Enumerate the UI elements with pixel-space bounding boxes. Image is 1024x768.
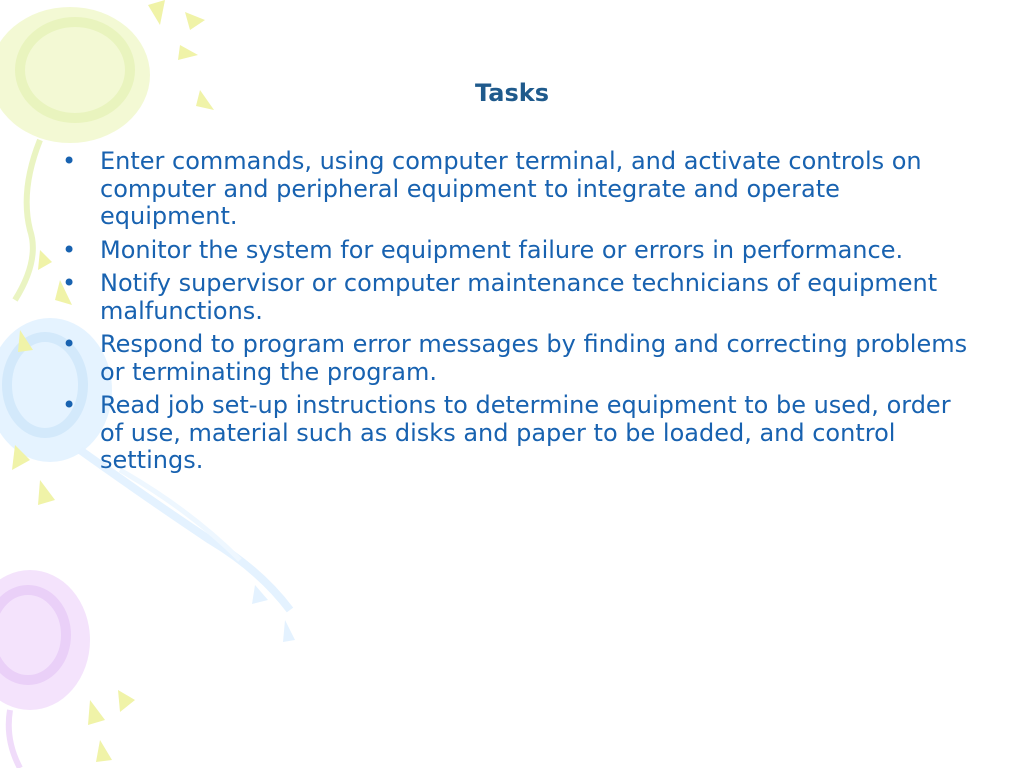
purple-balloon xyxy=(0,570,90,768)
bullet-icon: • xyxy=(62,391,77,419)
list-item-text: Respond to program error messages by finding and correcting problems or terminating the program. xyxy=(100,330,968,386)
list-item xyxy=(62,270,972,325)
list-item-text: Monitor the system for equipment failure or errors in performance. xyxy=(100,235,904,264)
list-item xyxy=(62,331,972,386)
list-item xyxy=(62,392,972,475)
list-item-text: Enter commands, using computer terminal, and activate controls on computer and peripheral equipment to integrate and operate equipment. xyxy=(100,147,922,230)
list-item-text: Read job set-up instructions to determine equipment to be used, order of use, material such as disks and paper to be loaded, and control settings. xyxy=(100,391,951,474)
slide-title: Tasks xyxy=(474,79,549,107)
list-item xyxy=(62,237,972,265)
bullet-icon: • xyxy=(62,330,77,358)
bullet-icon: • xyxy=(62,235,77,264)
bullet-icon: • xyxy=(62,269,77,297)
task-list xyxy=(62,148,972,481)
bullet-icon: • xyxy=(62,147,77,175)
list-item xyxy=(62,148,972,231)
list-item-text: Notify supervisor or computer maintenance technicians of equipment malfunctions. xyxy=(100,269,938,325)
